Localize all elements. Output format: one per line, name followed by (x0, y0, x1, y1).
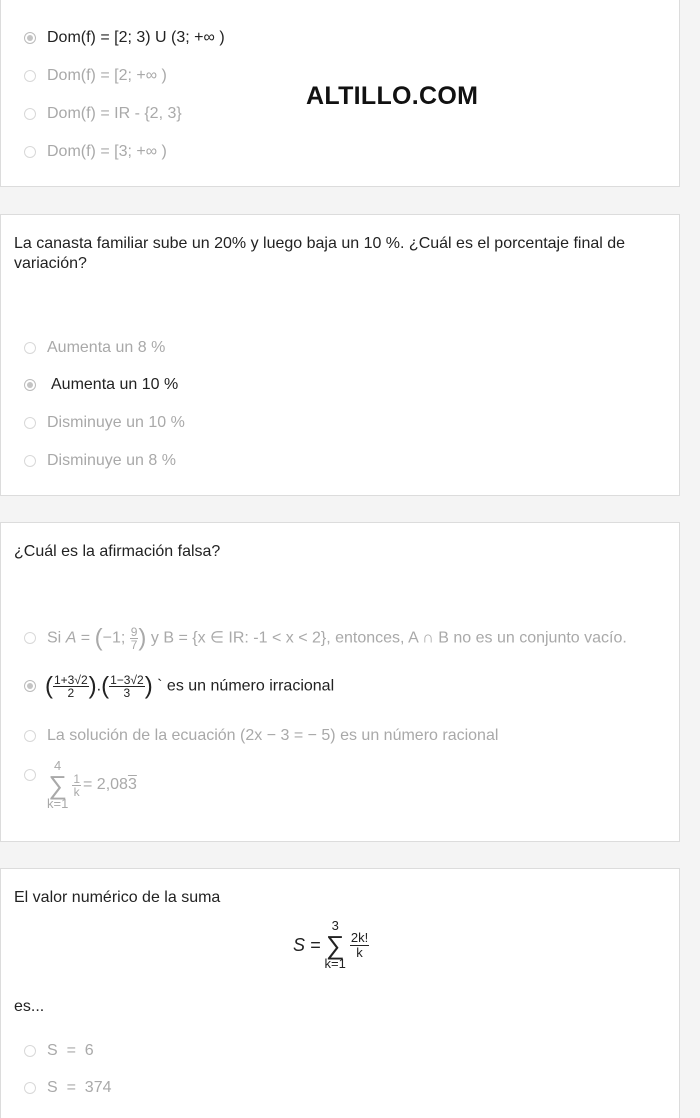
option-label: Aumenta un 10 % (51, 376, 179, 393)
question-card-4 (0, 868, 680, 1118)
option-prefix: Si (47, 629, 62, 647)
paren-open: ( (94, 624, 103, 651)
radio[interactable] (24, 1082, 36, 1094)
sigma-glyph: ∑ (325, 930, 345, 960)
option-label: La solución de la ecuación (2x − 3 = − 5) es un número racional (47, 727, 499, 744)
sigma-symbol (325, 919, 346, 971)
option-s-6[interactable] (24, 1040, 94, 1062)
repeating-digit: 3 (127, 776, 137, 793)
option-dom-4[interactable] (24, 141, 167, 163)
sigma-symbol (47, 759, 68, 811)
option-label: Disminuye un 10 % (47, 414, 185, 431)
radio[interactable] (24, 455, 36, 467)
frac-num: 1+3√2 (54, 672, 88, 687)
frac-den: 2 (67, 685, 75, 700)
option-dom-2[interactable] (24, 65, 167, 87)
frac-num: 9 (130, 624, 138, 639)
frac-den: k (73, 784, 80, 799)
option-dom-3[interactable] (24, 103, 182, 125)
option-label: S = 374 (47, 1079, 112, 1096)
radio[interactable] (24, 1045, 36, 1057)
radio-selected[interactable] (24, 32, 36, 44)
frac-num: 1−3√2 (110, 672, 144, 687)
option-irracional[interactable] (24, 669, 334, 703)
option-rest: y B = {x ∈ IR: -1 < x < 2}, entonces, A ∩ B no es un conjunto vacío. (150, 629, 627, 647)
option-sumatoria[interactable] (24, 759, 137, 819)
fraction (53, 674, 89, 699)
option-s-374[interactable] (24, 1077, 112, 1099)
question-card-3 (0, 522, 680, 842)
sigma-lower: k=1 (324, 956, 346, 971)
option-disminuye-8[interactable] (24, 450, 176, 472)
radio[interactable] (24, 730, 36, 742)
option-conjunto-vacio[interactable] (24, 625, 627, 651)
option-label: Dom(f) = [2; +∞ ) (47, 67, 167, 84)
question-text: La canasta familiar sube un 20% y luego baja un 10 %. ¿Cuál es el porcentaje final de variación? (14, 235, 626, 272)
radio[interactable] (24, 769, 36, 781)
fraction (109, 674, 145, 699)
frac-den: k (356, 944, 363, 960)
paren-close: ) (144, 672, 153, 699)
frac-num: 1 (73, 771, 81, 786)
radio[interactable] (24, 146, 36, 158)
option-disminuye-10[interactable] (24, 412, 185, 434)
option-rest: ` es un número irracional (157, 677, 335, 695)
set-a: A (65, 629, 77, 647)
question-text: El valor numérico de la suma (14, 889, 221, 906)
radio[interactable] (24, 108, 36, 120)
question-tail: es... (14, 998, 45, 1015)
paren-close: ) (138, 624, 147, 651)
radio[interactable] (24, 417, 36, 429)
fraction (350, 931, 369, 960)
paren-close: ) (88, 672, 97, 699)
radio-selected[interactable] (24, 680, 36, 692)
sigma-glyph: ∑ (48, 770, 67, 800)
option-label: Aumenta un 8 % (47, 339, 166, 356)
sigma-upper: 3 (331, 918, 339, 933)
sigma-upper: 4 (54, 758, 62, 773)
option-rest: = 2,08 (83, 776, 128, 793)
radio[interactable] (24, 342, 36, 354)
question-card-2 (0, 214, 680, 496)
paren-open: ( (45, 672, 53, 699)
question-text: ¿Cuál es la afirmación falsa? (14, 543, 221, 560)
option-label: Dom(f) = IR - {2, 3} (47, 105, 182, 122)
option-label: ( $\frac{1+3√2}{2}$ ).( $\frac{1-3√2}{3}$ ) ` es un número irracional (45, 672, 335, 700)
watermark-logo: ALTILLO.COM (306, 82, 479, 110)
option-label (47, 759, 137, 811)
fraction (72, 773, 81, 798)
option-aumenta-10[interactable] (24, 374, 178, 396)
option-label: Dom(f) = [3; +∞ ) (47, 143, 167, 160)
paren-open: ( (101, 672, 110, 699)
sum-formula (293, 919, 369, 971)
formula-lhs: S = (293, 934, 321, 955)
option-label: Disminuye un 8 % (47, 452, 176, 469)
frac-den: 3 (123, 685, 131, 700)
option-label: Dom(f) = [2; 3) U (3; +∞ ) (47, 29, 225, 46)
radio[interactable] (24, 632, 36, 644)
option-racional[interactable] (24, 725, 498, 747)
option-dom-1[interactable] (24, 27, 225, 49)
option-aumenta-8[interactable] (24, 337, 165, 359)
radio-selected[interactable] (24, 379, 36, 391)
radio[interactable] (24, 70, 36, 82)
option-label: S = 6 (47, 1042, 94, 1059)
frac-den: 7 (130, 637, 138, 652)
sigma-lower: k=1 (47, 796, 69, 811)
frac-num: 2k! (350, 929, 369, 945)
option-label: Si A = (−1; $\frac{9}{7}$ ) y B = {x ∈ IR: -1 < x < 2}, entonces, A ∩ B no es un conjunto vacío. (47, 624, 627, 652)
